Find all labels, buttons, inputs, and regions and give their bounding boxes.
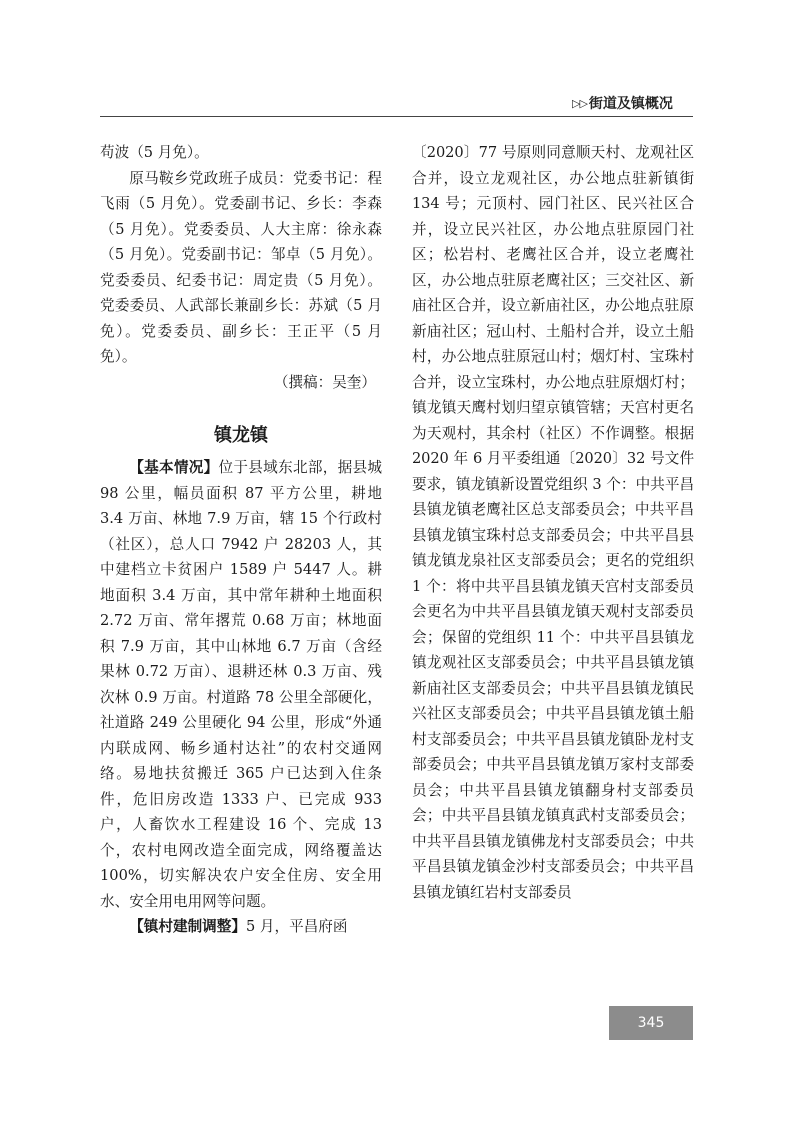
paragraph-continuation: 苟波（5 月免）。: [100, 144, 209, 161]
paragraph-adjustment: [100, 914, 382, 940]
page-number: 345: [609, 1006, 693, 1040]
paragraph-former-leaders: 原马鞍乡党政班子成员：党委书记：程飞雨（5 月免）。党委副书记、乡长：李森（5 月免）。党委委员、人大主席：徐永森（5 月免）。党委副书记：邹卓（5 月免）。党委委员、纪委书记：周定贵（5 月免）。党委委员、人武部长兼副乡长：苏斌（5 月免）。党委委员、副乡长：王正平（5 月免）。: [100, 169, 382, 365]
running-header: [572, 91, 690, 115]
running-header-title: 街道及镇概况: [588, 96, 673, 112]
section-title: 镇龙镇: [214, 425, 268, 446]
basic-info-label: 【基本情况】: [129, 459, 219, 476]
paragraph-basic-info: [100, 455, 382, 914]
adjustment-label: 【镇村建制调整】: [129, 918, 246, 935]
byline: （撰稿：吴奎）: [273, 373, 376, 391]
right-column: [412, 140, 694, 905]
header-divider: [100, 116, 693, 117]
paragraph-adjustment-continued: 〔2020〕77 号原则同意顺天村、龙观社区合并，设立龙观社区，办公地点驻新镇街 134 号；元顶村、园门社区、民兴社区合并，设立民兴社区，办公地点驻原园门社区；松岩村、老鹰社区合并，设立老鹰社区，办公地点驻原老鹰社区；三交社区、新庙社区合并，设立新庙社区，办公地点驻原新庙社区；冠山村、土船村合并，设立土船村，办公地点驻原冠山村；烟灯村、宝珠村合并，设立宝珠村，办公地点驻原烟灯村；镇龙镇天鹰村划归望京镇管辖；天宫村更名为天观村，其余村（社区）不作调整。根据 2020 年 6 月平委组通〔2020〕32 号文件要求，镇龙镇新设置党组织 3 个：中共平昌县镇龙镇老鹰社区总支部委员会；中共平昌县镇龙镇宝珠村总支部委员会；中共平昌县镇龙镇龙泉社区支部委员会；更名的党组织 1 个：将中共平昌县镇龙镇天宫村支部委员会更名为中共平昌县镇龙镇天观村支部委员会；保留的党组织 11 个：中共平昌县镇龙镇龙观社区支部委员会；中共平昌县镇龙镇新庙社区支部委员会；中共平昌县镇龙镇民兴社区支部委员会；中共平昌县镇龙镇土船村支部委员会；中共平昌县镇龙镇卧龙村支部委员会；中共平昌县镇龙镇万家村支部委员会；中共平昌县镇龙镇翻身村支部委员会；中共平昌县镇龙镇真武村支部委员会；中共平昌县镇龙镇佛龙村支部委员会；中共平昌县镇龙镇金沙村支部委员会；中共平昌县镇龙镇红岩村支部委员: [412, 144, 694, 901]
double-triangle-icon: ▷▷: [572, 96, 587, 110]
adjustment-text: 5 月，平昌府函: [245, 918, 348, 935]
basic-info-text: 位于县域东北部，据县城 98 公里，幅员面积 87 平方公里，耕地 3.4 万亩、林地 7.9 万亩，辖 15 个行政村（社区），总人口 7942 户 28203 人，其中建档立卡贫困户 1589 户 5447 人。耕地面积 3.4 万亩，其中常年耕种土地面积 2.72 万亩、常年撂荒 0.68 万亩；林地面积 7.9 万亩，其中山林地 6.7 万亩（含经果林 0.72 万亩）、退耕还林 0.3 万亩、残次林 0.9 万亩。村道路 78 公里全部硬化，社道路 249 公里硬化 94 公里，形成“外通内联成网、畅乡通村达社”的农村交通网络。易地扶贫搬迁 365 户已达到入住条件，危旧房改造 1333 户、已完成 933 户，人畜饮水工程建设 16 个、完成 13 个，农村电网改造全面完成，网络覆盖达 100%，切实解决农户安全住房、安全用水、安全用电用网等问题。: [100, 459, 382, 910]
left-column: [100, 140, 382, 940]
